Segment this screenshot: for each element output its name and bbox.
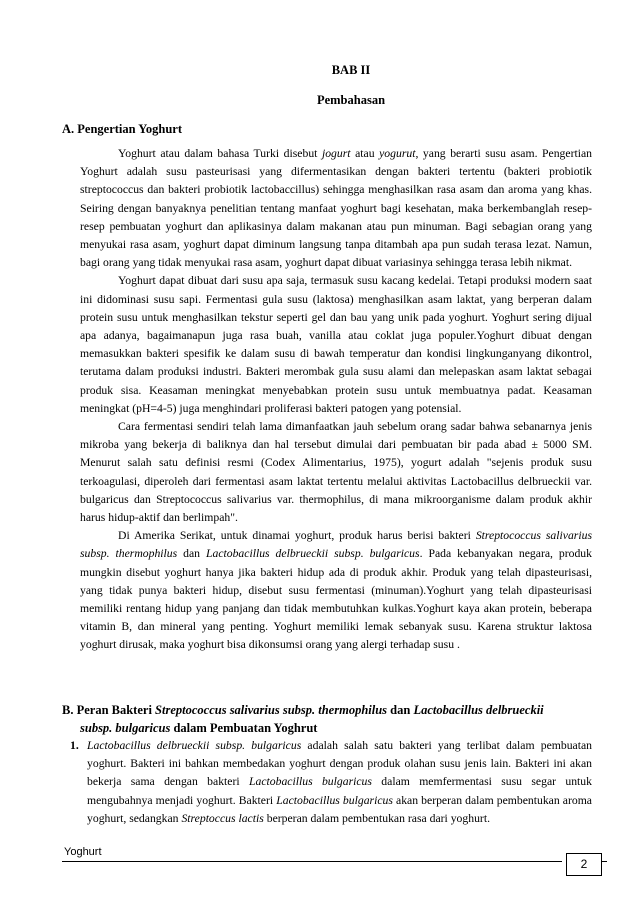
section-b-heading-f: dalam Pembuatan Yoghrut (170, 721, 318, 735)
section-a-body (80, 145, 592, 655)
chapter-title: Pembahasan (316, 93, 386, 107)
item1-g: Streptoccus lactis (181, 811, 264, 825)
item1-d: dalam memfermentasi susu segar untuk mengubahnya menjadi yoghurt. Bakteri (87, 775, 592, 807)
chapter-label: BAB II (331, 63, 371, 77)
paragraph-2: Yoghurt dapat dibuat dari susu apa saja, termasuk susu kacang kedelai. Tetapi produksi modern saat ini didominasi susu sapi. Fermentasi gula susu (laktosa) menghasilkan asam laktat, yang berperan dalam protein susu untuk menghasilkan tekstur seperti gel dan bau yang unik pada yoghurt. Yoghurt sering dijual apa adanya, bagaimanapun juga rasa buah, vanilla atau coklat juga populer.Yoghurt dibuat dengan memasukkan bakteri spesifik ke dalam susu di bawah temperatur dan kondisi lingkunganyang dikontrol, terutama dalam produksi industri. Bakteri merombak gula susu alami dan melepaskan asam laktat sebagai produk sisa. Keasaman meningkat menyebabkan protein susu untuk membuatnya padat. Keasaman meningkat (pH=4-5) juga menghindari proliferasi bakteri patogen yang potensial. (80, 274, 592, 415)
section-b-heading-line2 (62, 721, 317, 735)
item1-e: Lactobacillus bulgaricus (276, 793, 393, 807)
item1-c: Lactobacillus bulgaricus (248, 775, 372, 789)
page-number: 2 (566, 853, 602, 876)
paragraph-4 (80, 527, 592, 654)
p4-italic-streptococcus: Streptococcus salivarius subsp. thermophilus (80, 529, 592, 561)
footer-label: Yoghurt (64, 846, 102, 858)
paragraph-1 (80, 145, 592, 272)
p1-text-c: atau (350, 147, 380, 160)
item1-f: akan berperan dalam pembentukan aroma yoghurt, sedangkan (87, 793, 592, 825)
section-b-heading-c: dan (387, 703, 414, 717)
footer-divider (62, 861, 562, 862)
item1-b: adalah salah satu bakteri yang terlibat dalam pembuatan yoghurt. Bakteri ini bahkan membedakan yoghurt dengan produk olahan susu jenis lain. Bakteri ini akan bekerja sama dengan bakteri (87, 739, 593, 789)
section-b-heading-a: B. Peran Bakteri (62, 703, 156, 717)
section-b-heading-d: Lactobacillus delbrueckii (413, 703, 544, 717)
section-b-heading-e: subsp. bulgaricus (80, 721, 171, 735)
list-item-text (87, 737, 592, 828)
item1-a: Lactobacillus delbrueckii subsp. bulgaricus (87, 739, 302, 752)
p1-text-a: Yoghurt atau dalam bahasa Turki disebut (118, 147, 322, 160)
section-b-heading (62, 701, 602, 737)
p4-text-c: dan (177, 547, 206, 561)
section-a-heading: A. Pengertian Yoghurt (62, 122, 183, 136)
p4-italic-lactobacillus: Lactobacillus delbrueckii subsp. bulgaricus (205, 547, 420, 561)
footer-divider-end (601, 861, 607, 862)
list-item (70, 737, 592, 828)
p4-text-e: . Pada kebanyakan negara, produk mungkin disebut yoghurt hanya jika bakteri hidup ada di produk akhir. Produk yang telah dipasteurisasi, yang tidak punya bakteri hidup, disebut susu fermentasi (minuman).Yoghurt yang telah dipasteurisasi memiliki rentang hidup yang panjang dan tidak membutuhkan kulkas.Yoghurt kaya akan protein, beberapa vitamin B, dan mineral yang penting. Yoghurt memiliki lemak sebanyak susu. Karena struktur laktosa yoghurt dirusak, maka yoghurt bisa dikonsumsi orang yang alergi terhadap susu . (80, 547, 592, 652)
list-item-number: 1. (70, 739, 79, 752)
p4-text-a: Di Amerika Serikat, untuk dinamai yoghurt, produk harus berisi bakteri (118, 529, 476, 543)
item1-h: berperan dalam pembentukan rasa dari yoghurt. (263, 811, 490, 825)
paragraph-3: Cara fermentasi sendiri telah lama dimanfaatkan jauh sebelum orang sadar bahwa sebanarnya jenis mikroba yang bekerja di baliknya dan hal tersebut dimulai dari pembuatan bir pada abad ± 5000 SM. Menurut salah satu definisi resmi (Codex Alimentarius, 1975), yogurt adalah "sejenis produk susu terkoagulasi, diperoleh dari fermentasi asam laktat tertentu melalui aktivitas Lactobacillus delbrueckii var. bulgaricus dan Streptococcus salivarius var. thermophilus, di mana mikroorganisme dalam produk akhir harus hidup-aktif dan berlimpah". (80, 420, 592, 525)
p1-text-e: , yang berarti susu asam. Pengertian Yoghurt adalah susu pasteurisasi yang difermentasikan dengan bakteri tertentu (bakteri probiotik streptococcus dan bakteri probiotik lactobaccillus) sehingga menghasilkan rasa asam dan aroma yang khas. Seiring dengan banyaknya penelitian tentang manfaat yoghurt bagi kesehatan, maka berkembanglah resep-resep pembuatan yoghurt dan aplikasinya dalam makanan atau pun minuman. Bagi sebagian orang yang menyukai rasa asam, yoghurt dapat diminum langsung tanpa ditambah apa pun sudah terasa lezat. Namun, bagi orang yang tidak menyukai rasa asam, yoghurt dapat dibuat variasinya sehingga terasa lebih nikmat. (80, 147, 593, 270)
p1-italic-jogurt: jogurt (321, 147, 351, 160)
section-b-heading-b: Streptococcus salivarius subsp. thermophilus (155, 703, 388, 717)
p1-italic-yogurut: yogurut (379, 147, 416, 160)
